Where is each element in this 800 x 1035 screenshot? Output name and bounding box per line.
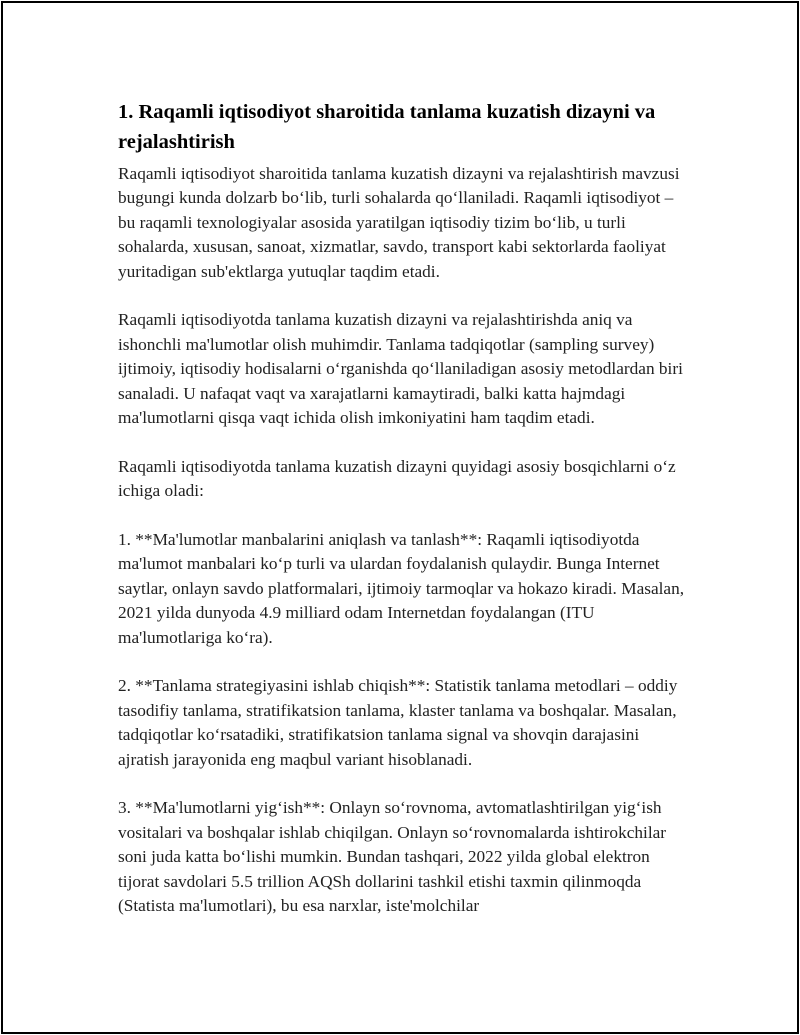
list-item-data-sources: 1. **Ma'lumotlar manbalarini aniqlash va tanlash**: Raqamli iqtisodiyotda ma'lumot manbalari ko‘p turli va ulardan foydalanish qulaydir. Bunga Internet saytlar, onlayn savdo platformalari, ijtimoiy tarmoqlar va hokazo kiradi. Masalan, 2021 yilda dunyoda 4.9 milliard odam Internetdan foydalangan (ITU ma'lumotlariga ko‘ra). <box>118 530 685 647</box>
section-heading: 1. Raqamli iqtisodiyot sharoitida tanlama kuzatish dizayni va rejalashtirish <box>118 101 656 153</box>
paragraph-stages-intro: Raqamli iqtisodiyotda tanlama kuzatish dizayni quyidagi asosiy bosqichlarni o‘z ichiga oladi: <box>118 456 676 501</box>
document-body <box>118 97 688 943</box>
list-item-data-collection: 3. **Ma'lumotlarni yig‘ish**: Onlayn so‘rovnoma, avtomatlashtirilgan yig‘ish vositalari va boshqalar ishlab chiqilgan. Onlayn so‘rovnomalarda ishtirokchilar soni juda katta bo‘lishi mumkin. Bundan tashqari, 2022 yilda global elektron tijorat savdolari 5.5 trillion AQSh dollarini tashkil etishi taxmin qilinmoqda (Statista ma'lumotlari), bu esa narxlar, iste'molchilar <box>118 798 667 916</box>
list-item-sampling-strategy: 2. **Tanlama strategiyasini ishlab chiqish**: Statistik tanlama metodlari – oddiy tasodifiy tanlama, stratifikatsion tanlama, klaster tanlama va boshqalar. Masalan, tadqiqotlar ko‘rsatadiki, stratifikatsion tanlama signal va shovqin darajasini ajratish jarayonida eng maqbul variant hisoblanadi. <box>118 676 678 769</box>
paragraph-sampling: Raqamli iqtisodiyotda tanlama kuzatish dizayni va rejalashtirishda aniq va ishonchli ma'lumotlar olish muhimdir. Tanlama tadqiqotlar (sampling survey) ijtimoiy, iqtisodiy hodisalarni o‘rganishda qo‘llaniladigan asosiy metodlardan biri sanaladi. U nafaqat vaqt va xarajatlarni kamaytiradi, balki katta hajmdagi ma'lumotlarni qisqa vaqt ichida olish imkoniyatini ham taqdim etadi. <box>118 310 683 428</box>
paragraph-intro: Raqamli iqtisodiyot sharoitida tanlama kuzatish dizayni va rejalashtirish mavzusi bugungi kunda dolzarb bo‘lib, turli sohalarda qo‘llaniladi. Raqamli iqtisodiyot – bu raqamli texnologiyalar asosida yaratilgan iqtisodiy tizim bo‘lib, u turli sohalarda, xususan, sanoat, xizmatlar, savdo, transport kabi sektorlarda faoliyat yuritadigan sub'ektlarga yutuqlar taqdim etadi. <box>118 164 680 281</box>
page-frame <box>1 1 799 1034</box>
